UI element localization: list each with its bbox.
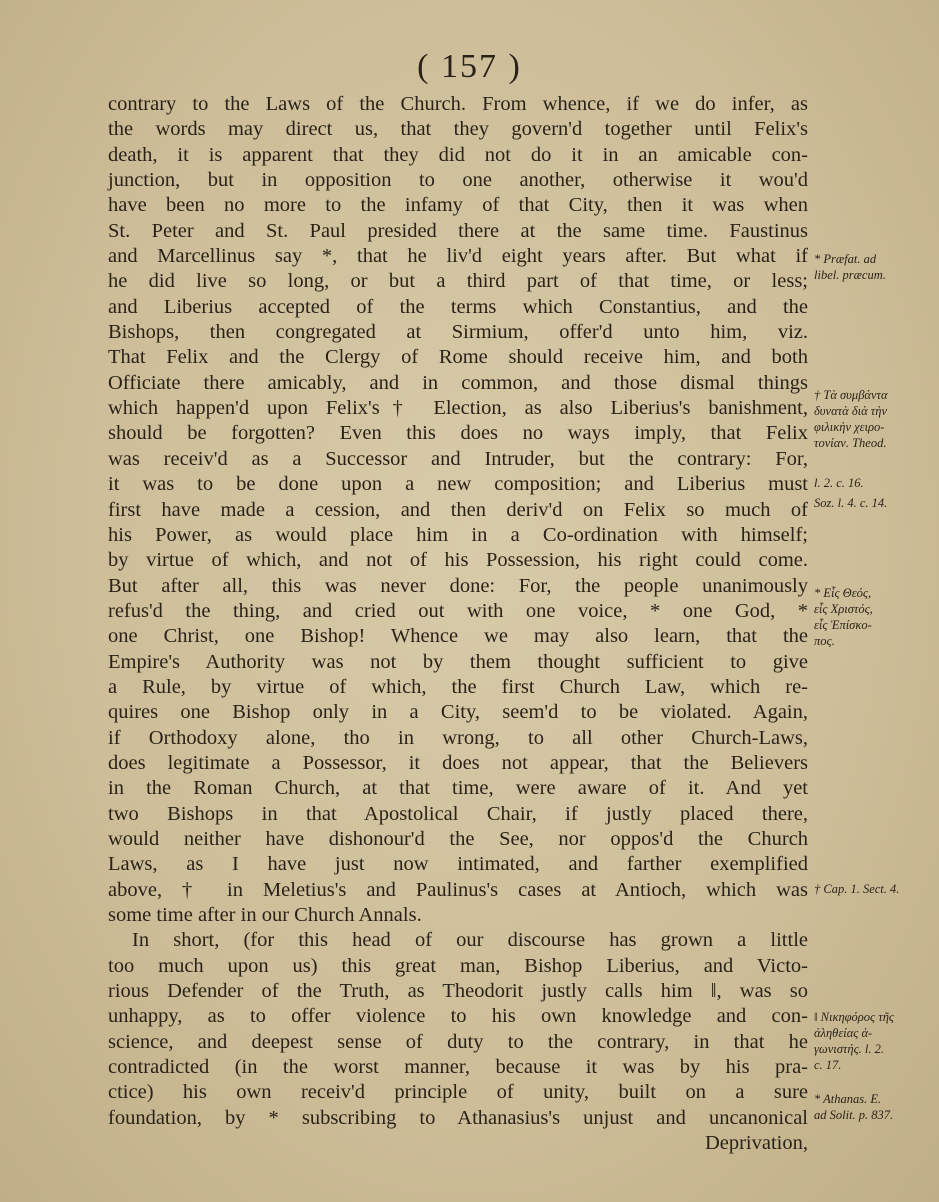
text-line: one Christ, one Bishop! Whence we may also learn, that the xyxy=(108,625,808,648)
text-line: it was to be done upon a new composition; and Liberius must xyxy=(108,473,808,496)
text-line: ctice) his own receiv'd principle of unity, built on a sure xyxy=(108,1081,808,1104)
text-line: In short, (for this head of our discourse has grown a little xyxy=(132,929,808,952)
text-line: would neither have dishonour'd the See, nor oppos'd the Church xyxy=(108,827,808,850)
margin-note: ad Solit. p. 837. xyxy=(814,1108,894,1122)
margin-note: εἷς Χριστός, xyxy=(814,602,873,616)
margin-note: τονίαν. Theod. xyxy=(814,436,887,450)
text-line: should be forgotten? Even this does no ways imply, that Felix xyxy=(108,422,808,445)
margin-note: γωνιστής. l. 2. xyxy=(814,1042,885,1056)
text-line: That Felix and the Clergy of Rome should receive him, and both xyxy=(108,346,808,369)
text-line: by virtue of which, and not of his Possession, his right could come. xyxy=(108,549,808,572)
text-line: science, and deepest sense of duty to the contrary, in that he xyxy=(108,1030,808,1053)
margin-note: Soz. l. 4. c. 14. xyxy=(814,496,888,510)
text-line: he did live so long, or but a third part of that time, or less; xyxy=(108,270,808,293)
text-line: Laws, as I have just now intimated, and farther exemplified xyxy=(108,853,808,876)
text-line: first have made a cession, and then deriv'd on Felix so much of xyxy=(108,498,808,521)
margin-note: † Cap. 1. Sect. 4. xyxy=(814,882,900,896)
catchword: Deprivation, xyxy=(704,1132,808,1155)
text-line: the words may direct us, that they govern'd together until Felix's xyxy=(108,118,808,141)
margin-note: libel. præcum. xyxy=(814,268,886,282)
margin-note: l. 2. c. 16. xyxy=(814,476,864,490)
text-line: was receiv'd as a Successor and Intruder, but the contrary: For, xyxy=(108,447,808,470)
margin-note: ἀληθείας ἀ- xyxy=(814,1026,873,1040)
margin-note: † Τὰ συμβάντα xyxy=(814,388,888,402)
text-line: refus'd the thing, and cried out with one voice, * one God, * xyxy=(108,599,808,622)
text-line: junction, but in opposition to one another, otherwise it wou'd xyxy=(108,169,808,192)
text-line: St. Peter and St. Paul presided there at the same time. Faustinus xyxy=(108,219,808,242)
text-line: two Bishops in that Apostolical Chair, if justly placed there, xyxy=(108,802,808,825)
text-line: But after all, this was never done: For, the people unanimously xyxy=(108,574,808,597)
text-line: Officiate there amicably, and in common, and those dismal things xyxy=(108,371,808,394)
text-line: a Rule, by virtue of which, the first Church Law, which re- xyxy=(108,675,808,698)
text-line: and Marcellinus say *, that he liv'd eight years after. But what if xyxy=(108,245,808,268)
page-number: ( 157 ) xyxy=(417,48,522,85)
margin-note: c. 17. xyxy=(814,1058,842,1072)
text-line: and Liberius accepted of the terms which Constantius, and the xyxy=(108,295,808,318)
text-line: in the Roman Church, at that time, were aware of it. And yet xyxy=(108,777,808,800)
text-line: which happen'd upon Felix's† Election, as also Liberius's banishment, xyxy=(108,397,808,420)
margin-note: * Athanas. E. xyxy=(814,1092,882,1106)
text-line: contrary to the Laws of the Church. From whence, if we do infer, as xyxy=(108,93,808,115)
body-text xyxy=(108,92,808,1156)
text-line: unhappy, as to offer violence to his own knowledge and con- xyxy=(108,1005,808,1028)
text-line: foundation, by * subscribing to Athanasius's unjust and uncanonical xyxy=(108,1106,808,1129)
text-line: his Power, as would place him in a Co-ordination with himself; xyxy=(108,523,808,546)
margin-note: πος. xyxy=(814,634,835,648)
text-line: above, † in Meletius's and Paulinus's cases at Antioch, which was xyxy=(108,878,808,901)
text-line: have been no more to the infamy of that City, then it was when xyxy=(108,194,808,217)
margin-note: * Εἷς Θεός, xyxy=(814,586,872,600)
text-line: Empire's Authority was not by them thought sufficient to give xyxy=(108,650,808,673)
text-line: contradicted (in the worst manner, because it was by his pra- xyxy=(108,1056,808,1079)
text-line: quires one Bishop only in a City, seem'd to be violated. Again, xyxy=(108,701,808,724)
text-line: some time after in our Church Annals. xyxy=(108,904,422,926)
text-line: rious Defender of the Truth, as Theodorit justly calls him ‖, was so xyxy=(108,980,808,1003)
margin-note: ‖ Νικηφόρος τῆς xyxy=(814,1010,895,1024)
margin-note: δυνατὰ διὰ τὴν xyxy=(814,404,888,418)
margin-note: εἷς Ἐπίσκο- xyxy=(814,618,872,632)
text-line: death, it is apparent that they did not do it in an amicable con- xyxy=(108,143,808,166)
text-line: does legitimate a Possessor, it does not appear, that the Believers xyxy=(108,751,808,774)
text-line: too much upon us) this great man, Bishop Liberius, and Victo- xyxy=(108,954,808,977)
margin-note: * Præfat. ad xyxy=(814,252,877,266)
text-line: Bishops, then congregated at Sirmium, offer'd unto him, viz. xyxy=(108,321,808,344)
text-line: if Orthodoxy alone, tho in wrong, to all other Church-Laws, xyxy=(108,726,808,749)
margin-note: φιλικὴν χειρο- xyxy=(814,420,885,434)
